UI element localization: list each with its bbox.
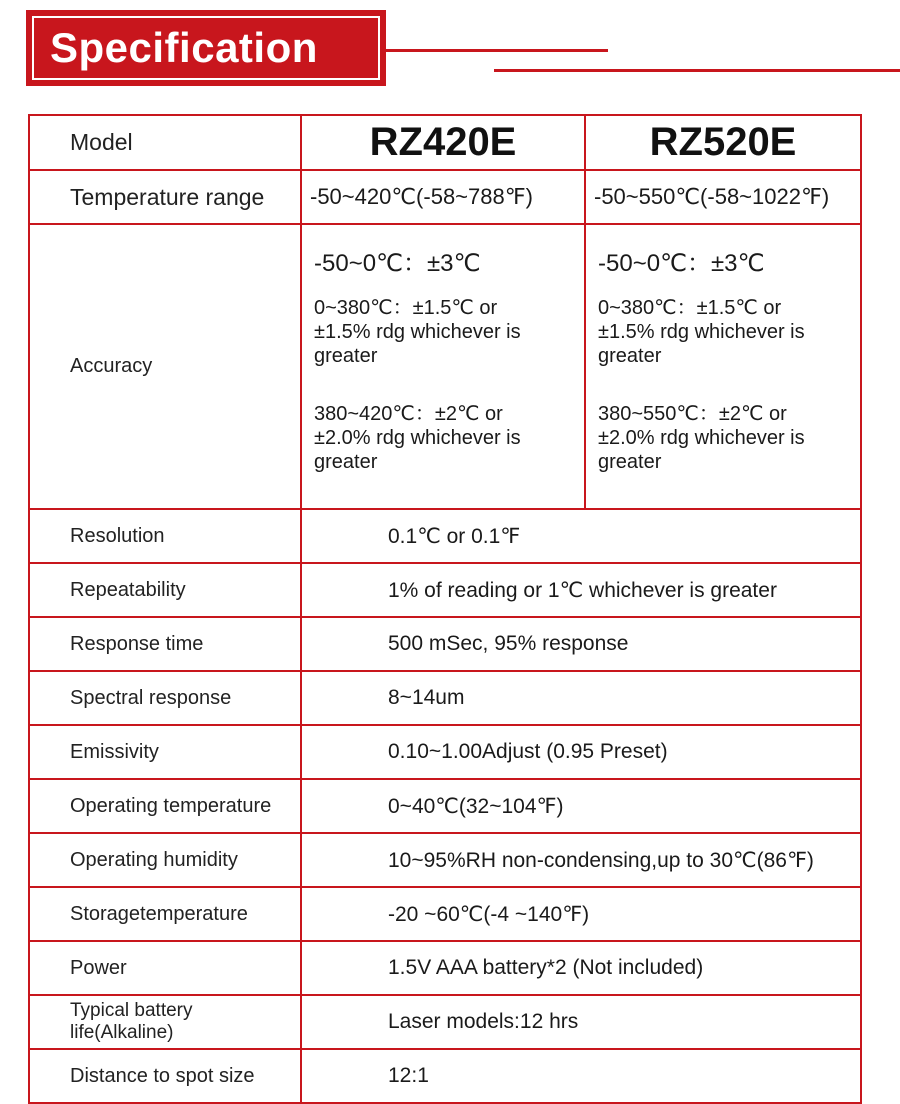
- row-label: Model: [29, 115, 301, 170]
- row-value: Laser models:12 hrs: [301, 995, 861, 1049]
- table-row: [29, 887, 861, 941]
- accuracy-cell-1: [301, 224, 585, 509]
- accuracy-text: ±2.0% rdg whichever is greater: [598, 427, 805, 473]
- accuracy-text: ±1.5% rdg whichever is greater: [598, 321, 805, 367]
- row-value: 12:1: [301, 1049, 861, 1103]
- row-label: Distance to spot size: [29, 1049, 301, 1103]
- accuracy-block: [598, 402, 860, 474]
- accuracy-text: ±1.5% rdg whichever is greater: [314, 321, 521, 367]
- temp-range-value-1: -50~420℃(-58~788℉): [301, 170, 585, 224]
- table-row-temperature-range: [29, 170, 861, 224]
- row-label: Resolution: [29, 509, 301, 563]
- accuracy-cell-2: [585, 224, 861, 509]
- accuracy-block: [314, 296, 584, 368]
- page-title: Specification: [50, 24, 318, 71]
- accuracy-text: 380~420℃：±2℃ or: [314, 403, 503, 425]
- row-value: 0~40℃(32~104℉): [301, 779, 861, 833]
- row-label: Response time: [29, 617, 301, 671]
- table-row: [29, 563, 861, 617]
- row-value: 0.1℃ or 0.1℉: [301, 509, 861, 563]
- accuracy-block: [598, 296, 860, 368]
- accuracy-line: -50~0℃：±3℃: [598, 250, 765, 277]
- row-label: Operating temperature: [29, 779, 301, 833]
- table-row: [29, 995, 861, 1049]
- row-value: -20 ~60℃(-4 ~140℉): [301, 887, 861, 941]
- spec-table: [28, 114, 862, 1104]
- row-label: Power: [29, 941, 301, 995]
- table-row: [29, 617, 861, 671]
- accuracy-line: -50~0℃：±3℃: [314, 250, 481, 277]
- table-row: [29, 725, 861, 779]
- table-row: [29, 941, 861, 995]
- model-name-2: RZ520E: [585, 115, 861, 170]
- row-label: Operating humidity: [29, 833, 301, 887]
- accuracy-text: 0~380℃：±1.5℃ or: [598, 297, 782, 319]
- row-value: 1% of reading or 1℃ whichever is greater: [301, 563, 861, 617]
- row-label: Repeatability: [29, 563, 301, 617]
- row-label: Emissivity: [29, 725, 301, 779]
- spec-banner: [26, 10, 386, 86]
- table-row: [29, 671, 861, 725]
- accuracy-text: ±2.0% rdg whichever is greater: [314, 427, 521, 473]
- accuracy-block: [314, 402, 584, 474]
- accuracy-text: 380~550℃：±2℃ or: [598, 403, 787, 425]
- table-row: [29, 833, 861, 887]
- row-label: Typical battery life(Alkaline): [29, 995, 301, 1049]
- accuracy-text: 0~380℃：±1.5℃ or: [314, 297, 498, 319]
- header-rule-lower: [494, 69, 900, 72]
- row-value: 1.5V AAA battery*2 (Not included): [301, 941, 861, 995]
- row-label: Temperature range: [29, 170, 301, 224]
- row-label: Spectral response: [29, 671, 301, 725]
- row-value: 0.10~1.00Adjust (0.95 Preset): [301, 725, 861, 779]
- row-value: 500 mSec, 95% response: [301, 617, 861, 671]
- row-label: Accuracy: [29, 224, 301, 509]
- table-row: [29, 509, 861, 563]
- table-row-model: [29, 115, 861, 170]
- row-value: 8~14um: [301, 671, 861, 725]
- header-rule-upper: [386, 49, 608, 52]
- temp-range-value-2: -50~550℃(-58~1022℉): [585, 170, 861, 224]
- row-label: Storagetemperature: [29, 887, 301, 941]
- spec-banner-frame: [32, 16, 380, 80]
- model-name-1: RZ420E: [301, 115, 585, 170]
- row-value: 10~95%RH non-condensing,up to 30℃(86℉): [301, 833, 861, 887]
- table-row-accuracy: [29, 224, 861, 509]
- table-row: [29, 779, 861, 833]
